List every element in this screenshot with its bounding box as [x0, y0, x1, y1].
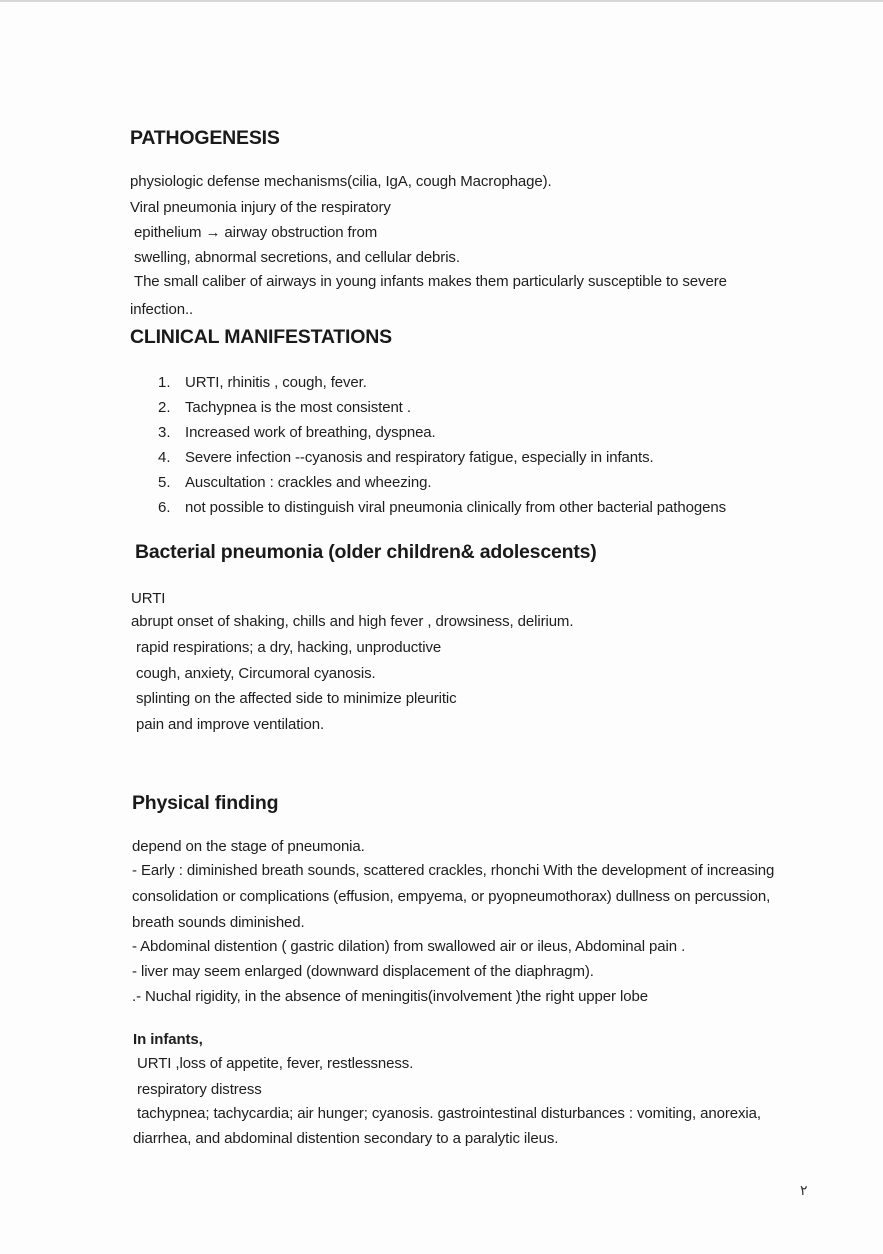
infants-line: diarrhea, and abdominal distention secondary to a paralytic ileus. — [133, 1130, 559, 1147]
physical-heading: Physical finding — [132, 792, 279, 814]
bacterial-line: URTI — [131, 590, 166, 607]
pathogenesis-line: physiologic defense mechanisms(cilia, IgA, cough Macrophage). — [130, 173, 552, 190]
list-number: 6. — [158, 499, 171, 516]
physical-line: consolidation or complications (effusion, empyema, or pyopneumothorax) dullness on percussion, — [132, 888, 771, 905]
list-item: not possible to distinguish viral pneumonia clinically from other bacterial pathogens — [185, 499, 726, 516]
bacterial-line: abrupt onset of shaking, chills and high fever , drowsiness, delirium. — [131, 613, 574, 630]
list-item: Increased work of breathing, dyspnea. — [185, 424, 436, 441]
pathogenesis-line: infection.. — [130, 301, 194, 318]
physical-line: - Early : diminished breath sounds, scattered crackles, rhonchi With the development of increasing — [132, 862, 775, 879]
clinical-heading: CLINICAL MANIFESTATIONS — [130, 326, 392, 348]
list-number: 2. — [158, 399, 171, 416]
pathogenesis-line: The small caliber of airways in young infants makes them particularly susceptible to severe — [134, 273, 727, 290]
list-number: 3. — [158, 424, 171, 441]
infants-line: respiratory distress — [137, 1081, 262, 1098]
bacterial-heading: Bacterial pneumonia (older children& adolescents) — [135, 541, 597, 563]
physical-line: - liver may seem enlarged (downward displacement of the diaphragm). — [132, 963, 594, 980]
list-item: URTI, rhinitis , cough, fever. — [185, 374, 367, 391]
list-item: Tachypnea is the most consistent . — [185, 399, 411, 416]
infants-line: URTI ,loss of appetite, fever, restlessness. — [137, 1055, 414, 1072]
bacterial-line: cough, anxiety, Circumoral cyanosis. — [136, 665, 376, 682]
pathogenesis-heading: PATHOGENESIS — [130, 127, 280, 149]
list-item: Severe infection --cyanosis and respiratory fatigue, especially in infants. — [185, 449, 654, 466]
bacterial-line: rapid respirations; a dry, hacking, unproductive — [136, 639, 442, 656]
list-number: 5. — [158, 474, 171, 491]
bacterial-line: splinting on the affected side to minimize pleuritic — [136, 690, 457, 707]
physical-line: .- Nuchal rigidity, in the absence of meningitis(involvement )the right upper lobe — [132, 988, 648, 1005]
physical-line: breath sounds diminished. — [132, 914, 305, 931]
list-number: 4. — [158, 449, 171, 466]
bacterial-line: pain and improve ventilation. — [136, 716, 325, 733]
infants-heading: In infants, — [133, 1031, 203, 1048]
pathogenesis-line: epithelium → airway obstruction from — [134, 224, 378, 241]
list-item: Auscultation : crackles and wheezing. — [185, 474, 432, 491]
page-number: ٢ — [800, 1182, 808, 1198]
list-number: 1. — [158, 374, 171, 391]
physical-line: - Abdominal distention ( gastric dilation) from swallowed air or ileus, Abdominal pain . — [132, 938, 686, 955]
page-edge — [0, 0, 883, 2]
physical-line: depend on the stage of pneumonia. — [132, 838, 365, 855]
pathogenesis-line: swelling, abnormal secretions, and cellular debris. — [134, 249, 460, 266]
pathogenesis-line: Viral pneumonia injury of the respiratory — [130, 199, 391, 216]
infants-line: tachypnea; tachycardia; air hunger; cyanosis. gastrointestinal disturbances : vomiting, anorexia, — [137, 1105, 761, 1122]
